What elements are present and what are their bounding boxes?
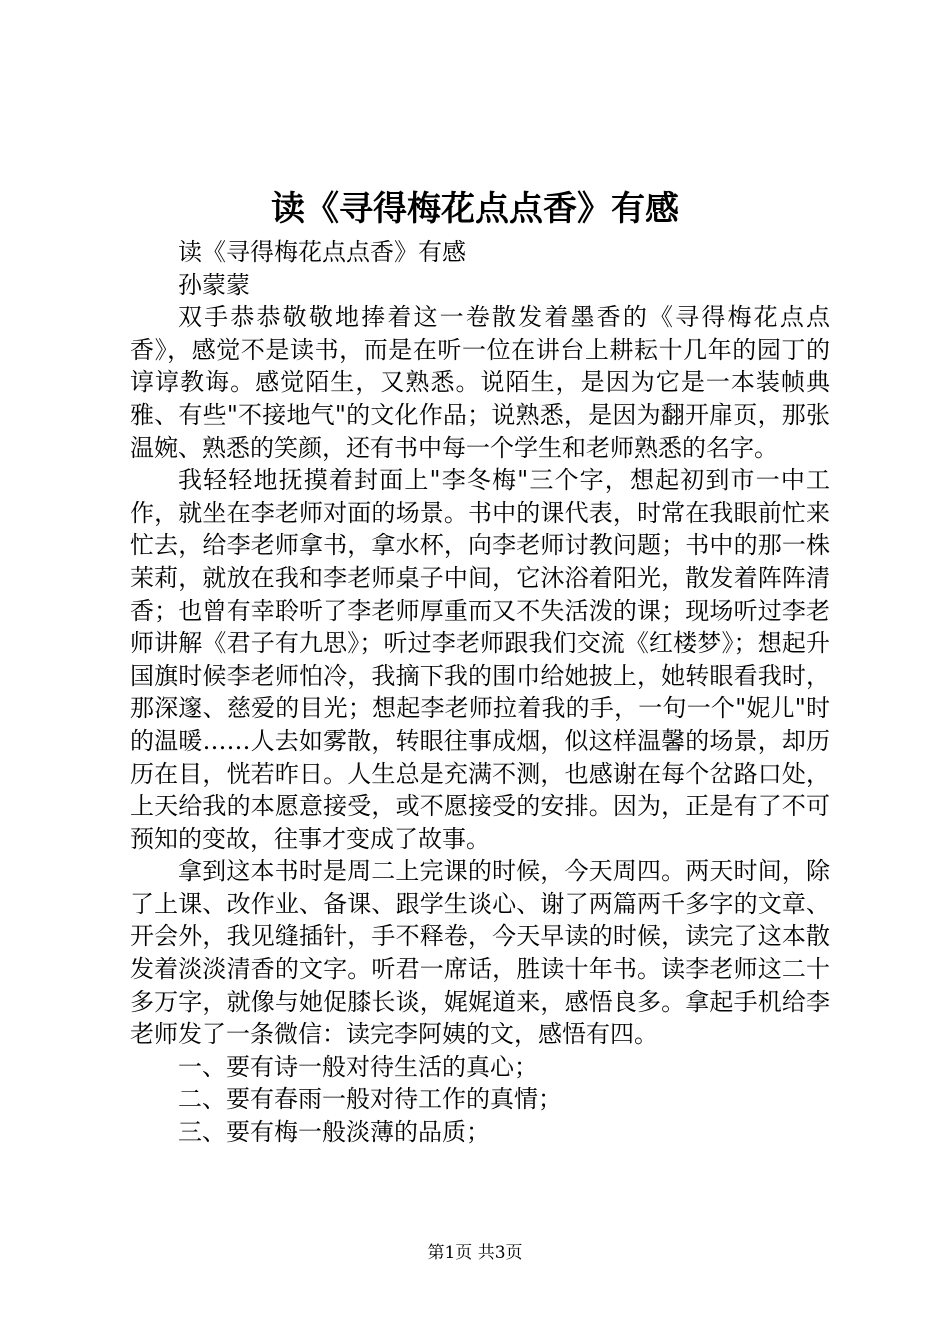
body-paragraph: 双手恭恭敬敬地捧着这一卷散发着墨香的《寻得梅花点点香》，感觉不是读书，而是在听一位在讲台上耕耘十几年的园丁的谆谆教诲。感觉陌生，又熟悉。说陌生，是因为它是一本装帧典雅、有些"不接地气"的文化作品；说熟悉，是因为翻开扉页，那张温婉、熟悉的笑颜，还有书中每一个学生和老师熟悉的名字。 xyxy=(130,303,830,462)
list-item: 三、要有梅一般淡薄的品质； xyxy=(178,1118,490,1147)
list-item: 一、要有诗一般对待生活的真心； xyxy=(178,1052,538,1081)
document-subtitle: 读《寻得梅花点点香》有感 xyxy=(178,238,466,266)
document-title: 读《寻得梅花点点香》有感 xyxy=(271,189,679,229)
document-body xyxy=(130,236,830,1149)
page-number-footer: 第1页 共3页 xyxy=(427,1243,523,1263)
list-item: 二、要有春雨一般对待工作的真情； xyxy=(178,1085,562,1114)
body-paragraph: 我轻轻地抚摸着封面上"李冬梅"三个字，想起初到市一中工作，就坐在李老师对面的场景。书中的课代表，时常在我眼前忙来忙去，给李老师拿书，拿水杯，向李老师讨教问题；书中的那一株茉莉，就放在我和李老师桌子中间，它沐浴着阳光，散发着阵阵清香；也曾有幸聆听了李老师厚重而又不失活泼的课；现场听过李老师讲解《君子有九思》；听过李老师跟我们交流《红楼梦》；想起升国旗时候李老师怕冷，我摘下我的围巾给她披上，她转眼看我时，那深邃、慈爱的目光；想起李老师拉着我的手，一句一个"妮儿"时的温暖……人去如雾散，转眼往事成烟，似这样温馨的场景，却历历在目，恍若昨日。人生总是充满不测，也感谢在每个岔路口处，上天给我的本愿意接受，或不愿接受的安排。因为，正是有了不可预知的变故，往事才变成了故事。 xyxy=(130,466,830,853)
body-paragraph: 拿到这本书时是周二上完课的时候，今天周四。两天时间，除了上课、改作业、备课、跟学生谈心、谢了两篇两千多字的文章、开会外，我见缝插针，手不释卷，今天早读的时候，读完了这本散发着淡淡清香的文字。听君一席话，胜读十年书。读李老师这二十多万字，就像与她促膝长谈，娓娓道来，感悟良多。拿起手机给李老师发了一条微信：读完李阿姨的文，感悟有四。 xyxy=(130,857,830,1049)
document-author: 孙蒙蒙 xyxy=(178,270,250,299)
